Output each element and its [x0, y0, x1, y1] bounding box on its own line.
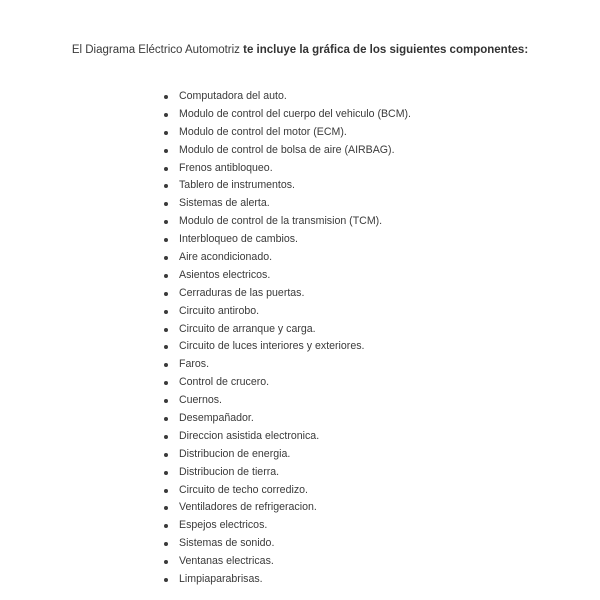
list-item [160, 392, 411, 410]
list-item-text: Modulo de control del cuerpo del vehiculo (BCM). [179, 107, 412, 120]
list-item [160, 285, 411, 303]
bullet-icon [164, 381, 168, 385]
bullet-icon [164, 328, 168, 332]
list-item [160, 338, 411, 356]
list-item-text: Ventiladores de refrigeracion. [179, 501, 317, 514]
list-item-text: Asientos electricos. [179, 268, 271, 281]
list-item [160, 428, 411, 446]
list-item [160, 374, 411, 392]
list-item-text: Tablero de instrumentos. [179, 179, 296, 192]
list-item-text: Desempañador. [179, 412, 254, 425]
list-item [160, 571, 411, 589]
list-item [160, 535, 411, 553]
list-item [160, 249, 411, 267]
list-item [160, 517, 411, 535]
list-item-text: Cerraduras de las puertas. [179, 286, 305, 299]
list-item-text: Distribucion de energia. [179, 447, 291, 460]
list-item-text: Modulo de control de la transmision (TCM). [179, 215, 383, 228]
list-item [160, 303, 411, 321]
list-item-text: Interbloqueo de cambios. [179, 233, 298, 246]
list-item-text: Distribucion de tierra. [179, 465, 280, 478]
list-item [160, 553, 411, 571]
bullet-icon [164, 363, 168, 367]
bullet-icon [164, 506, 168, 510]
bullet-icon [164, 399, 168, 403]
list-item [160, 106, 411, 124]
list-item-text: Modulo de control de bolsa de aire (AIRBAG). [179, 143, 395, 156]
list-item-text: Modulo de control del motor (ECM). [179, 125, 347, 138]
list-item-text: Faros. [179, 358, 210, 371]
list-item-text: Computadora del auto. [179, 90, 287, 102]
bullet-icon [164, 578, 168, 582]
list-item-text: Espejos electricos. [179, 519, 268, 532]
list-item [160, 321, 411, 339]
bullet-icon [164, 95, 168, 99]
bullet-icon [164, 202, 168, 206]
list-item [160, 446, 411, 464]
list-item-text: Circuito de techo corredizo. [179, 483, 308, 496]
component-list [160, 88, 411, 589]
list-item [160, 499, 411, 517]
bullet-icon [164, 542, 168, 546]
bullet-icon [164, 417, 168, 421]
list-item-text: Limpiaparabrisas. [179, 573, 263, 586]
list-item-text: Sistemas de alerta. [179, 197, 270, 210]
list-item-text: Direccion asistida electronica. [179, 429, 320, 442]
bullet-icon [164, 149, 168, 153]
bullet-icon [164, 471, 168, 475]
bullet-icon [164, 167, 168, 171]
list-item [160, 142, 411, 160]
bullet-icon [164, 560, 168, 564]
intro-paragraph [60, 42, 540, 59]
list-item [160, 195, 411, 213]
list-item-text: Circuito de luces interiores y exteriores. [179, 340, 365, 353]
list-item-text: Aire acondicionado. [179, 251, 273, 264]
bullet-icon [164, 310, 168, 314]
list-item-text: Circuito antirobo. [179, 304, 260, 317]
list-item-text: Cuernos. [179, 394, 222, 407]
list-item [160, 177, 411, 195]
bullet-icon [164, 131, 168, 135]
list-item-text: Sistemas de sonido. [179, 537, 275, 550]
list-item [160, 464, 411, 482]
bullet-icon [164, 435, 168, 439]
intro-bold-text: te incluye la gráfica de los siguientes componentes: [243, 44, 529, 56]
list-item [160, 267, 411, 285]
bullet-icon [164, 292, 168, 296]
bullet-icon [164, 184, 168, 188]
intro-normal-text: El Diagrama Eléctrico Automotriz [71, 44, 240, 56]
list-item [160, 213, 411, 231]
list-item [160, 160, 411, 178]
bullet-icon [164, 524, 168, 528]
bullet-icon [164, 453, 168, 457]
bullet-icon [164, 345, 168, 349]
list-item-text: Control de crucero. [179, 376, 270, 389]
list-item-text: Frenos antibloqueo. [179, 161, 273, 174]
bullet-icon [164, 256, 168, 260]
list-item [160, 482, 411, 500]
list-item [160, 231, 411, 249]
bullet-icon [164, 274, 168, 278]
list-item-text: Ventanas electricas. [179, 555, 274, 568]
bullet-icon [164, 113, 168, 117]
list-item-text: Circuito de arranque y carga. [179, 322, 316, 335]
list-item [160, 356, 411, 374]
list-item [160, 410, 411, 428]
bullet-icon [164, 220, 168, 224]
bullet-icon [164, 238, 168, 242]
list-item [160, 88, 411, 106]
bullet-icon [164, 489, 168, 493]
list-item [160, 124, 411, 142]
